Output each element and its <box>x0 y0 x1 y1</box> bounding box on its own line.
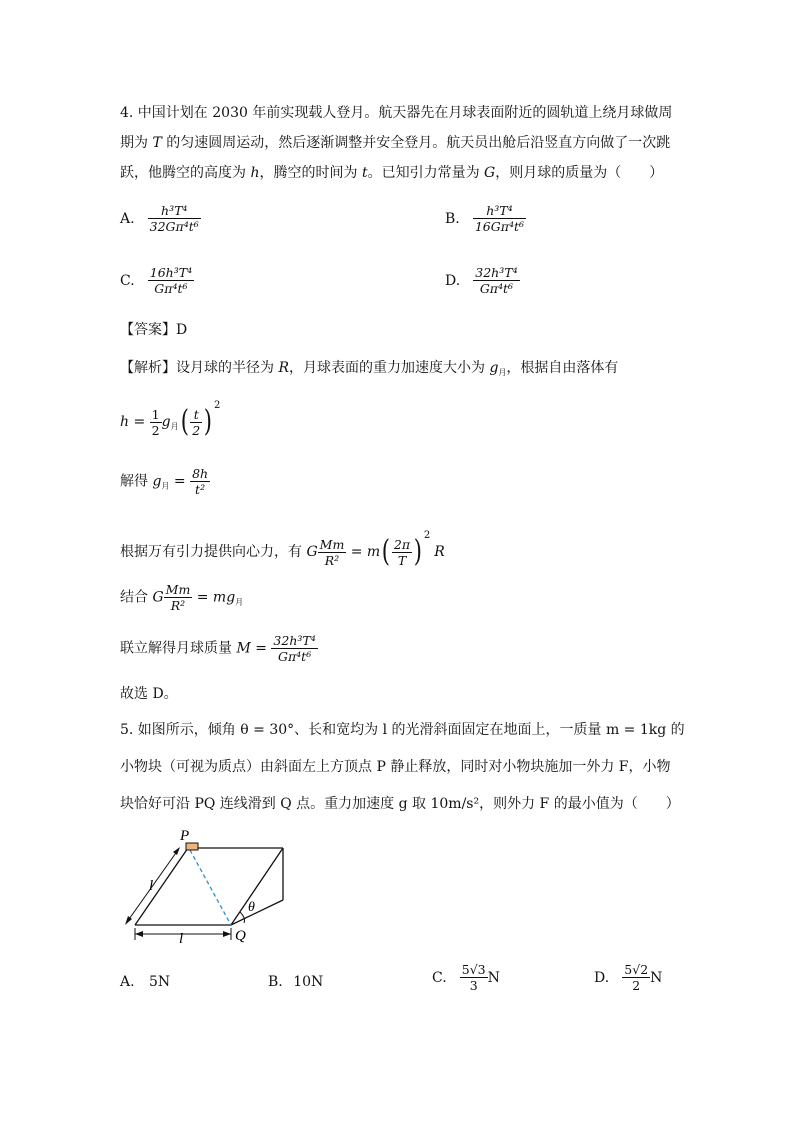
figure-side-arrow-head-bottom <box>125 916 132 925</box>
q5-option-d-den: 2 <box>632 978 641 993</box>
q4-grav-eq: = m <box>346 544 381 560</box>
q4-combine-G: G <box>152 589 164 606</box>
q5-option-d-frac <box>622 962 650 993</box>
q4-option-a-num: h³T⁴ <box>148 203 201 219</box>
q4-grav-pifrac <box>392 537 412 568</box>
q4-eq1-g: g <box>161 414 171 430</box>
q5-line1: 5. 如图所示，倾角 θ = 30°、长和宽均为 l 的光滑斜面固定在地面上，一质量 m = 1kg 的 <box>120 722 685 738</box>
figure-side-arrow-head-top <box>173 847 180 855</box>
q4-analysis-var-R: R <box>278 360 289 376</box>
figure-label-p: P <box>180 828 190 844</box>
figure-left-edge <box>135 848 188 925</box>
q4-eq1-half-num: 1 <box>151 406 160 422</box>
q4-mass-den: Gπ⁴t⁶ <box>277 649 312 664</box>
q5-option-c-num: 5√3 <box>461 962 486 977</box>
q4-solve-g: g <box>152 473 162 490</box>
q4-line3-d: ，则月球的质量为（ ） <box>495 165 664 181</box>
q4-grav-num: Mm <box>319 536 345 552</box>
q4-eq1-t-num: t <box>190 407 202 423</box>
q4-grav-pi-den: T <box>397 552 407 568</box>
q4-solve-eq: = <box>169 473 191 490</box>
q4-grav-pi-num: 2π <box>393 536 411 552</box>
figure-label-l-bottom: l <box>179 931 184 947</box>
q4-line2-b: 的匀速圆周运动，然后逐渐调整并安全登月。航天员出舱后沿竖直方向做了一次跳 <box>161 135 671 151</box>
q5-option-c-den: 3 <box>469 978 478 993</box>
figure-bottom-arrow-head-left <box>135 931 143 937</box>
q4-solve-num: 8h <box>192 466 209 481</box>
q4-option-b-den: 16Gπ⁴t⁶ <box>474 219 524 234</box>
q4-combine <box>120 582 243 613</box>
q4-var-T: T <box>152 135 162 151</box>
q4-analysis-c: ，根据自由落体有 <box>506 360 619 376</box>
q4-option-d-label: D. <box>445 273 461 289</box>
q4-grav-R: R <box>434 544 445 560</box>
q4-eq1-lhs: h = <box>120 414 150 430</box>
q4-answer: 【答案】D <box>120 322 188 338</box>
q4-combine-text: 结合 <box>120 589 153 606</box>
q4-solve-frac <box>190 466 210 497</box>
q4-eq1-half-den: 2 <box>151 422 160 438</box>
q4-mass-M: M = <box>236 640 272 657</box>
q5-option-a-text: 5N <box>149 974 171 990</box>
q4-combine-den: R² <box>170 598 186 613</box>
q4-mass-text: 联立解得月球质量 <box>120 640 237 657</box>
q5-option-d[interactable] <box>594 962 662 993</box>
q4-option-b-frac <box>473 203 526 234</box>
q4-eq1-pow: 2 <box>213 400 221 411</box>
q5-option-c-label: C. <box>432 970 447 986</box>
figure-label-theta: θ <box>248 900 255 915</box>
q4-solve-sub: 月 <box>161 481 170 491</box>
q5-option-b-text: 10N <box>293 974 324 990</box>
q4-mass-num: 32h³T⁴ <box>273 633 316 648</box>
q4-option-b[interactable] <box>445 203 526 234</box>
q4-grav-pow: 2 <box>423 530 431 541</box>
q4-analysis-intro <box>120 358 618 383</box>
q4-line3-c: 。已知引力常量为 <box>367 165 485 181</box>
q4-analysis-a: 【解析】设月球的半径为 <box>120 360 279 376</box>
figure-bottom-arrow-head-right <box>223 931 231 937</box>
q4-option-d-num: 32h³T⁴ <box>475 265 518 280</box>
q4-eq1-sub: 月 <box>170 422 179 431</box>
q4-option-a[interactable] <box>120 203 201 234</box>
q4-line3-a: 跃，他腾空的高度为 <box>120 165 251 181</box>
q4-combine-frac <box>164 582 193 613</box>
q4-var-t: t <box>361 165 368 181</box>
q4-line1: 4. 中国计划在 2030 年前实现载人登月。航天器先在月球表面附近的圆轨道上绕月球做周 <box>120 105 673 121</box>
q4-combine-num: Mm <box>165 582 191 597</box>
q4-var-G: G <box>484 165 496 181</box>
q4-option-c-label: C. <box>120 273 135 289</box>
figure-label-l-side: l <box>149 878 154 894</box>
q5-option-c-frac <box>460 962 488 993</box>
q4-mass-frac <box>271 633 317 664</box>
q4-option-a-den: 32Gπ⁴t⁶ <box>149 219 199 234</box>
q4-line3-b: ，腾空的时间为 <box>259 165 362 181</box>
q5-option-c[interactable] <box>432 962 500 993</box>
figure-block <box>186 843 198 850</box>
q4-grav-paren-open: ( <box>381 534 391 569</box>
q5-option-d-label: D. <box>594 970 610 986</box>
q5-incline-figure <box>118 822 298 947</box>
q4-option-a-label: A. <box>120 211 135 227</box>
figure-right-slant-edge <box>231 848 283 925</box>
q4-combine-rhs: = mg <box>192 589 236 606</box>
figure-pq-dashed-line <box>190 850 231 925</box>
q4-eq1-tfrac <box>190 407 202 438</box>
q4-grav-G: G <box>306 544 318 560</box>
q5-option-a[interactable] <box>120 972 170 992</box>
q4-option-b-num: h³T⁴ <box>473 203 526 219</box>
q4-option-d[interactable] <box>445 265 520 296</box>
q5-option-b[interactable] <box>268 972 323 992</box>
q4-var-h: h <box>250 165 260 181</box>
q5-option-b-label: B. <box>268 974 283 990</box>
q4-option-c-den: Gπ⁴t⁶ <box>154 281 188 296</box>
q4-grav-paren-close: ) <box>413 534 423 569</box>
q4-option-c-frac <box>148 265 194 296</box>
q4-option-c[interactable] <box>120 265 194 296</box>
q4-option-d-frac <box>473 265 519 296</box>
q5-option-c-unit: N <box>487 970 500 986</box>
q5-option-d-unit: N <box>650 970 663 986</box>
q5-line2: 小物块（可视为质点）由斜面左上方顶点 P 静止释放，同时对小物块施加一外力 F，小物 <box>120 759 671 775</box>
q4-grav-text: 根据万有引力提供向心力，有 <box>120 544 307 560</box>
q4-solve <box>120 466 210 497</box>
q4-solve-label: 解得 <box>120 473 153 490</box>
q4-analysis-var-g: g <box>489 360 499 376</box>
q4-eq1 <box>120 396 220 439</box>
q5-option-a-label: A. <box>120 974 135 990</box>
q4-line2 <box>120 133 670 153</box>
q4-grav-frac <box>318 537 347 568</box>
q4-option-b-label: B. <box>445 211 460 227</box>
q4-option-c-num: 16h³T⁴ <box>149 265 193 280</box>
q4-eq1-half <box>150 407 162 438</box>
figure-label-q: Q <box>235 928 246 944</box>
q5-line3: 块恰好可沿 PQ 连线滑到 Q 点。重力加速度 g 取 10m/s²，则外力 F 的最小值为（ ） <box>120 796 680 812</box>
q4-option-a-frac <box>148 203 201 234</box>
q4-option-d-den: Gπ⁴t⁶ <box>479 281 514 296</box>
q4-mass <box>120 633 318 664</box>
q4-combine-sub: 月 <box>235 597 244 607</box>
q4-eq1-paren-open: ( <box>180 404 189 439</box>
q4-analysis-sub: 月 <box>498 368 507 377</box>
q4-line2-a: 期为 <box>120 135 153 151</box>
q4-eq1-t-den: 2 <box>192 422 201 438</box>
figure-theta-arc <box>240 912 245 923</box>
q4-choose: 故选 D。 <box>120 686 178 702</box>
q4-grav <box>120 526 445 569</box>
q4-line3 <box>120 163 663 183</box>
q4-analysis-b: ，月球表面的重力加速度大小为 <box>289 360 490 376</box>
q4-solve-den: t² <box>195 482 206 497</box>
q4-eq1-paren-close: ) <box>204 404 213 439</box>
q4-grav-den: R² <box>324 552 340 568</box>
q5-option-d-num: 5√2 <box>624 962 649 977</box>
